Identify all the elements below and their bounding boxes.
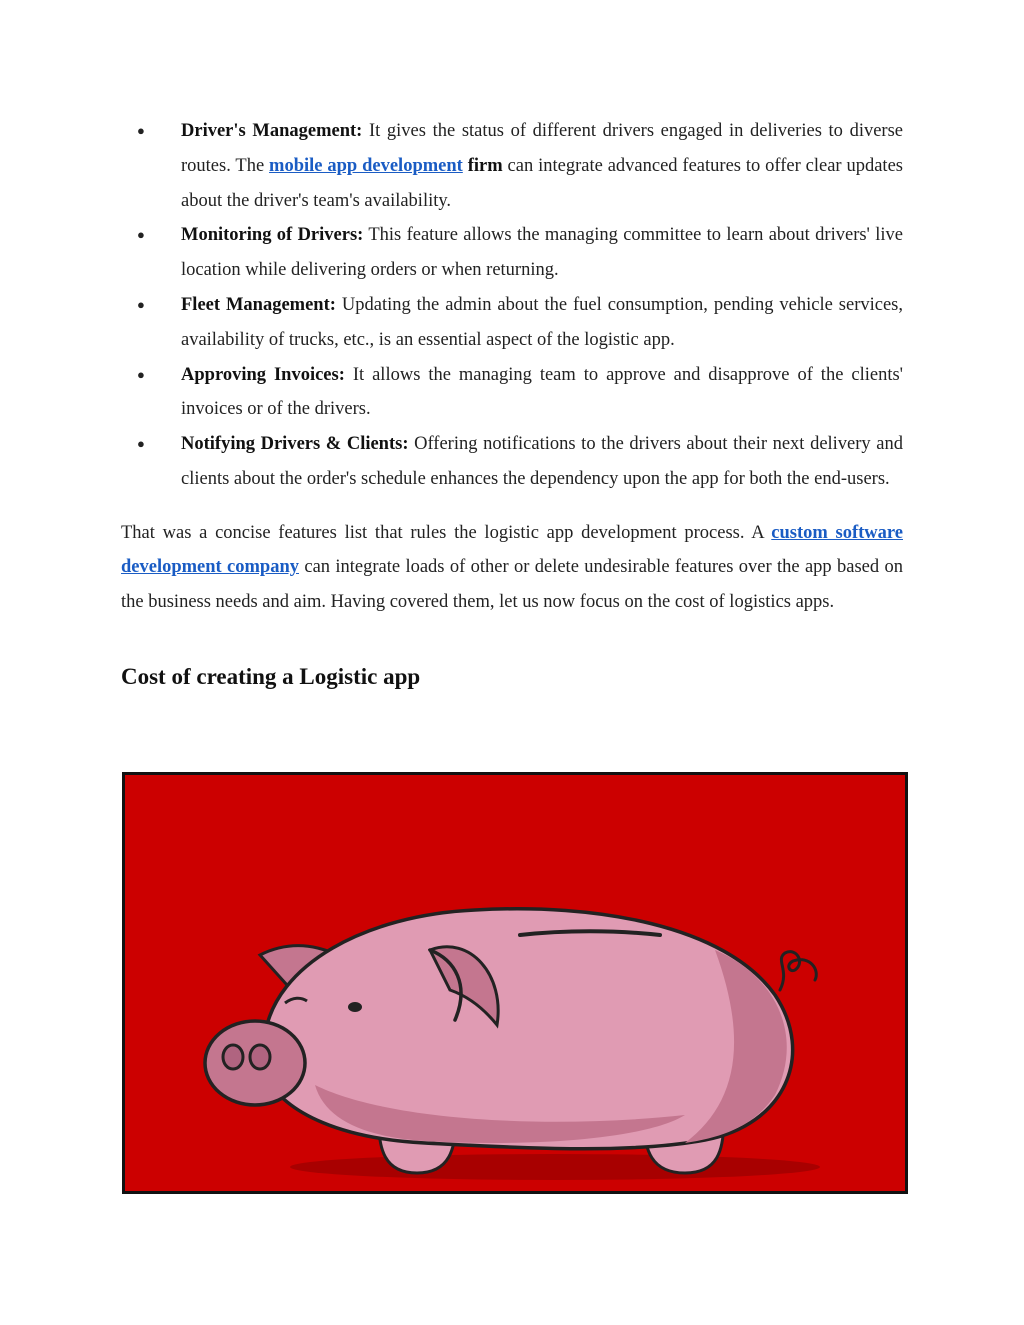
feature-text: can integrate advanced features to offer clear updates about the driver's team's availability. — [181, 155, 903, 211]
bullet-icon: ● — [137, 366, 145, 382]
bullet-icon: ● — [137, 296, 145, 312]
list-item — [121, 358, 903, 428]
feature-title: Driver's Management: — [181, 121, 363, 141]
bullet-icon: ● — [137, 227, 145, 243]
mobile-app-development-link[interactable]: mobile app development — [269, 155, 463, 176]
feature-text: This feature allows the managing committee to learn about drivers' live location while delivering orders or when returning. — [181, 225, 903, 281]
list-item — [121, 218, 903, 288]
feature-title: Notifying Drivers & Clients: — [181, 434, 409, 455]
features-list — [121, 114, 903, 497]
feature-title: Fleet Management: — [181, 294, 336, 315]
summary-paragraph — [121, 516, 903, 620]
summary-text: can integrate loads of other or delete undesirable features over the app based on the business needs and aim. Having covered them, let us now focus on the cost of logistics apps. — [121, 557, 903, 612]
feature-text: It gives the status of different drivers engaged in deliveries to diverse routes. The — [181, 121, 903, 176]
summary-text: That was a concise features list that rules the logistic app development process. A — [121, 522, 772, 543]
list-item — [121, 288, 903, 358]
feature-title: Monitoring of Drivers: — [181, 225, 364, 246]
list-item — [121, 427, 903, 497]
feature-text: Updating the admin about the fuel consumption, pending vehicle services, availability of trucks, etc., is an essential aspect of the logistic app. — [181, 294, 903, 350]
piggy-bank-figure — [122, 772, 908, 1194]
bullet-icon: ● — [137, 436, 145, 452]
bullet-icon: ● — [137, 123, 145, 138]
custom-software-development-link[interactable]: custom software development company — [121, 522, 903, 578]
feature-text: It allows the managing team to approve and disapprove of the clients' invoices or of the drivers. — [181, 364, 903, 420]
feature-title: Approving Invoices: — [181, 364, 345, 385]
section-heading: Cost of creating a Logistic app — [121, 663, 421, 689]
feature-text: Offering notifications to the drivers about their next delivery and clients about the order's schedule enhances the dependency upon the app for both the end-users. — [181, 434, 903, 489]
piggy-bank-icon — [125, 775, 905, 1191]
feature-bold-text: firm — [462, 155, 503, 176]
document-body — [121, 114, 903, 692]
list-item — [121, 114, 903, 218]
